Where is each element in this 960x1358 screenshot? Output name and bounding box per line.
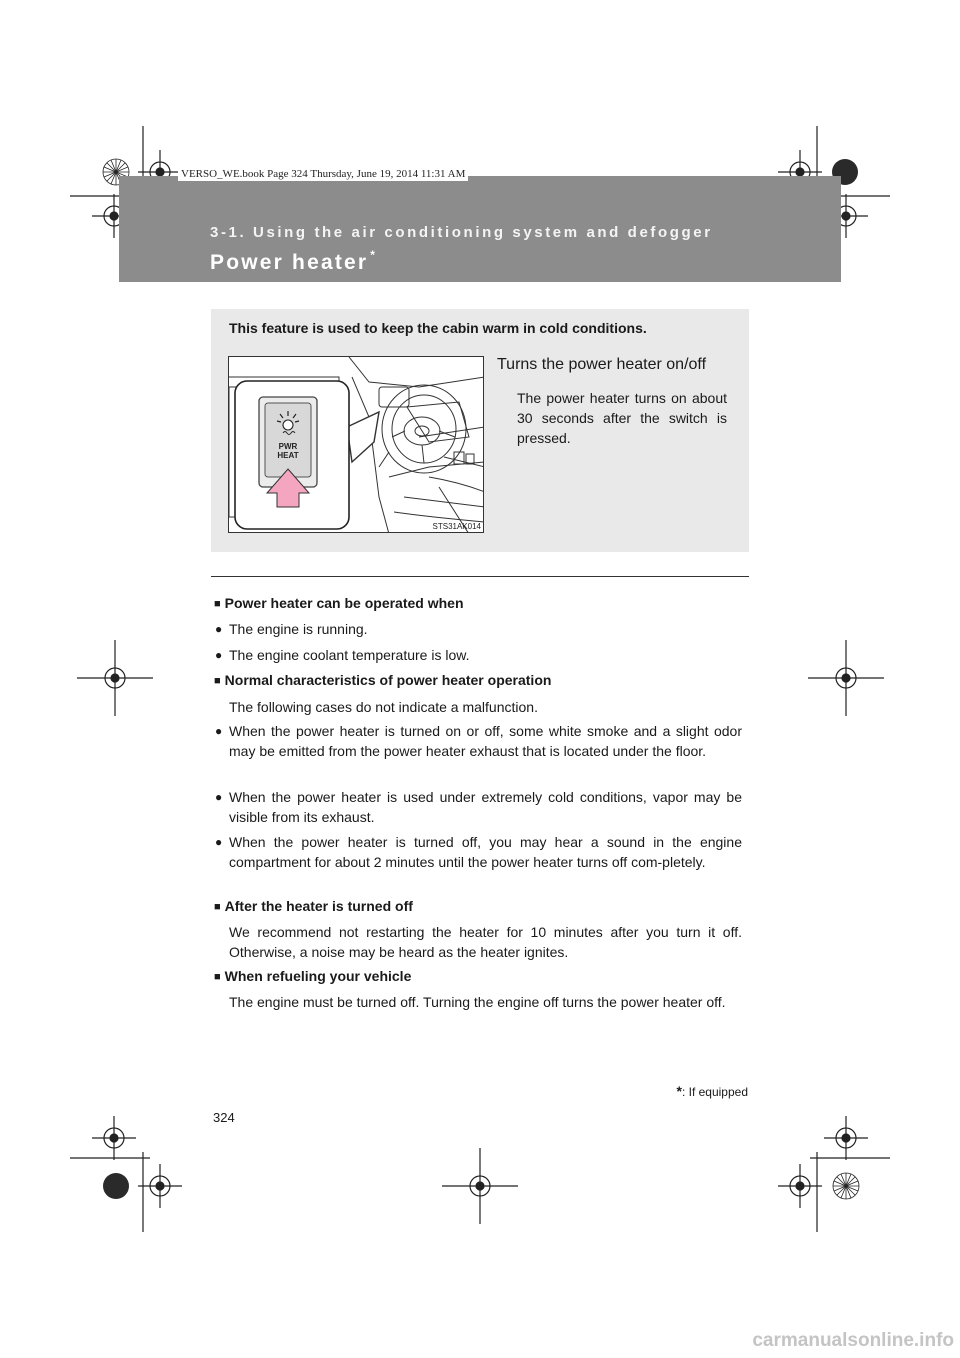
section-heading: ■ Power heater can be operated when [214, 595, 464, 611]
footnote-text: : If equipped [681, 1085, 748, 1099]
info-box-intro: This feature is used to keep the cabin warm in cold conditions. [229, 320, 647, 336]
watermark: carmanualsonline.info [752, 1330, 954, 1351]
switch-label-pwr: PWR [278, 442, 298, 451]
section-text: The following cases do not indicate a malfunction. [229, 699, 538, 715]
section-heading: ■ Normal characteristics of power heater operation [214, 672, 551, 688]
illustration-code: STS31AK014 [432, 522, 481, 531]
section-text: The engine must be turned off. Turning the engine off turns the power heater off. [229, 994, 726, 1010]
callout-title: Turns the power heater on/off [497, 356, 707, 373]
equipped-marker: * [370, 248, 375, 262]
switch-label-heat: HEAT [277, 451, 299, 460]
section-heading: ■ When refueling your vehicle [214, 968, 411, 984]
callout-description: The power heater turns on about 30 seconds after the switch is pressed. [517, 390, 727, 446]
bullet-item: ● When the power heater is used under extremely cold conditions, vapor may be visible from its exhaust. [229, 787, 742, 827]
page-number: 324 [213, 1110, 235, 1125]
page-title-text: Power heater [210, 251, 369, 274]
page-title [210, 250, 375, 275]
footnote [676, 1083, 748, 1099]
bullet-item: ● When the power heater is turned on or off, some white smoke and a slight odor may be emitted from the power heater exhaust that is located under the floor. [229, 721, 742, 761]
footnote-marker: * [676, 1083, 682, 1099]
divider [211, 576, 749, 577]
section-title: 3-1. Using the air conditioning system and defogger [210, 224, 713, 241]
section-heading: ■ After the heater is turned off [214, 898, 413, 914]
bullet-item: ● When the power heater is turned off, you may hear a sound in the engine compartment for about 2 minutes until the power heater turns off com-pletely. [229, 832, 742, 872]
bullet-item: ● The engine coolant temperature is low. [229, 645, 742, 665]
power-heater-switch-illustration [228, 356, 484, 533]
bullet-item: ● The engine is running. [229, 619, 742, 639]
section-text: We recommend not restarting the heater for 10 minutes after you turn it off. Otherwise, a noise may be heard as the heater ignites. [229, 924, 742, 960]
book-stamp: VERSO_WE.book Page 324 Thursday, June 19, 2014 11:31 AM [178, 167, 468, 181]
dashboard-drawing [229, 357, 484, 533]
